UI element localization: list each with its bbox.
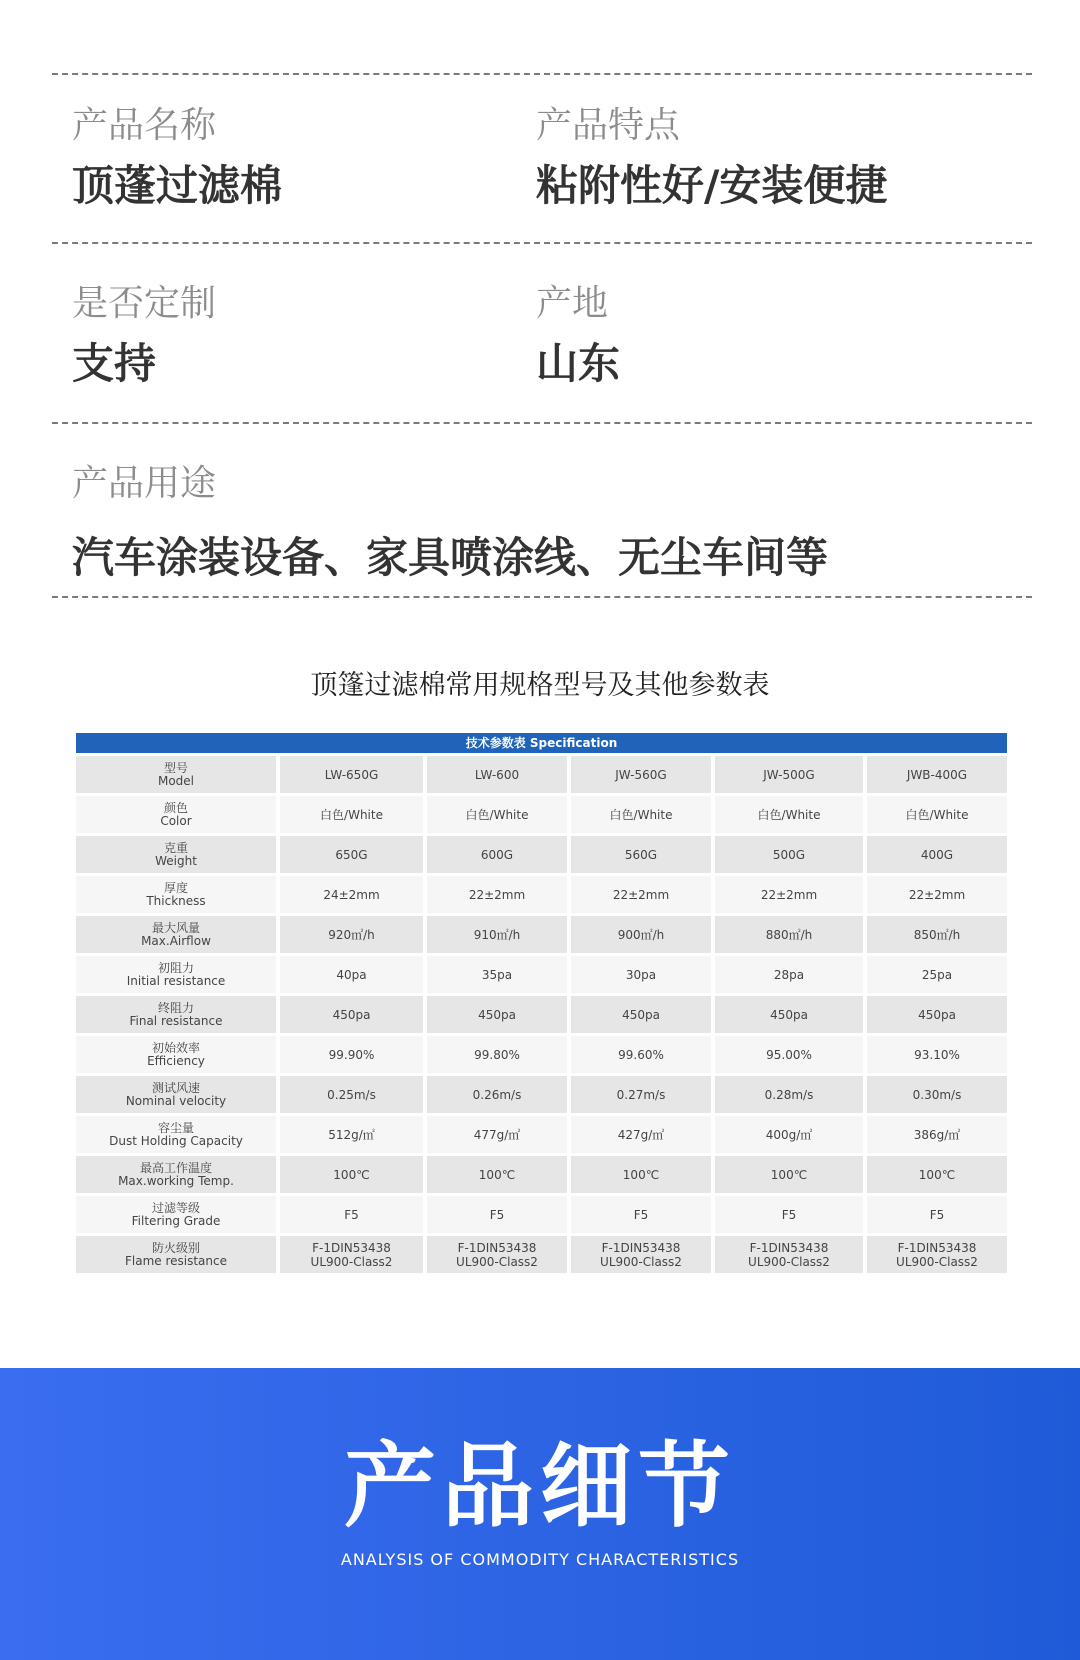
table-row	[76, 1156, 1007, 1193]
cell-line: UL900-Class2	[310, 1254, 393, 1269]
table-cell: 400g/㎡	[715, 1116, 863, 1153]
table-cell: 100℃	[427, 1156, 567, 1193]
table-cell: 30pa	[571, 956, 711, 993]
table-cell	[867, 1236, 1007, 1273]
row-header-zh: 最大风量	[151, 920, 200, 935]
table-row	[76, 916, 1007, 953]
table-row	[76, 836, 1007, 873]
row-header-en: Filtering Grade	[131, 1213, 221, 1228]
table-cell: 450pa	[571, 996, 711, 1033]
spec-table-header: 技术参数表 Specification	[76, 733, 1007, 753]
row-header-en: Max.working Temp.	[118, 1173, 234, 1188]
spec-table	[72, 730, 1011, 1276]
table-cell: 100℃	[280, 1156, 423, 1193]
table-cell: 0.25m/s	[280, 1076, 423, 1113]
cell-line: F-1DIN53438	[312, 1240, 391, 1255]
cell-line: F-1DIN53438	[601, 1240, 681, 1255]
field-label: 产品特点	[536, 105, 681, 146]
row-header	[76, 796, 276, 833]
row-header	[76, 1036, 276, 1073]
table-cell: 450pa	[867, 996, 1007, 1033]
cell-line: UL900-Class2	[600, 1254, 682, 1269]
cell-line: F-1DIN53438	[457, 1240, 537, 1255]
table-cell: 白色/White	[571, 796, 711, 833]
table-cell: 920㎡/h	[280, 916, 423, 953]
table-cell: 910㎡/h	[427, 916, 567, 953]
table-row	[76, 956, 1007, 993]
row-header-en: Efficiency	[147, 1053, 205, 1068]
table-cell: F5	[571, 1196, 711, 1233]
table-cell	[280, 1236, 423, 1273]
row-header-zh: 型号	[163, 760, 188, 775]
field-label: 是否定制	[72, 283, 217, 324]
row-header-zh: 初阻力	[157, 960, 194, 975]
row-header-zh: 厚度	[163, 880, 188, 895]
table-row	[76, 1196, 1007, 1233]
row-header-zh: 过滤等级	[151, 1200, 200, 1215]
field-origin	[536, 284, 620, 388]
table-cell: 0.26m/s	[427, 1076, 567, 1113]
cell-line: F-1DIN53438	[897, 1240, 977, 1255]
table-cell: 512g/㎡	[280, 1116, 423, 1153]
row-header-en: Max.Airflow	[141, 933, 211, 948]
table-cell: LW-600	[427, 756, 567, 793]
field-product-features	[536, 106, 887, 210]
field-label: 产地	[536, 283, 609, 324]
table-cell	[571, 1236, 711, 1273]
table-row	[76, 1036, 1007, 1073]
table-cell: 900㎡/h	[571, 916, 711, 953]
table-cell: F5	[867, 1196, 1007, 1233]
table-cell: F5	[427, 1196, 567, 1233]
table-cell: 白色/White	[867, 796, 1007, 833]
table-cell: 40pa	[280, 956, 423, 993]
row-header-zh: 克重	[163, 840, 188, 855]
table-cell: 600G	[427, 836, 567, 873]
table-title: 顶篷过滤棉常用规格型号及其他参数表	[310, 670, 770, 701]
table-cell: 450pa	[427, 996, 567, 1033]
row-header-en: Final resistance	[129, 1013, 223, 1028]
table-cell: 22±2mm	[715, 876, 863, 913]
table-cell: LW-650G	[280, 756, 423, 793]
row-header	[76, 1116, 276, 1153]
table-cell: 386g/㎡	[867, 1116, 1007, 1153]
row-header	[76, 876, 276, 913]
field-product-name	[72, 106, 282, 210]
field-value: 支持	[72, 339, 157, 388]
table-cell: 99.80%	[427, 1036, 567, 1073]
table-cell: 427g/㎡	[571, 1116, 711, 1153]
table-cell: 100℃	[715, 1156, 863, 1193]
field-label: 产品名称	[72, 105, 217, 146]
row-header-zh: 容尘量	[157, 1120, 194, 1135]
spec-table-body	[76, 756, 1007, 1273]
cell-line: UL900-Class2	[748, 1254, 830, 1269]
row-header	[76, 916, 276, 953]
row-header	[76, 836, 276, 873]
table-cell: 100℃	[867, 1156, 1007, 1193]
table-cell: 24±2mm	[280, 876, 423, 913]
row-header	[76, 1236, 276, 1273]
row-header-en: Model	[157, 773, 195, 788]
table-cell: 0.30m/s	[867, 1076, 1007, 1113]
divider-4	[52, 596, 1032, 598]
table-cell	[715, 1236, 863, 1273]
field-label: 产品用途	[72, 463, 217, 504]
row-header-en: Weight	[155, 853, 197, 868]
table-cell: 白色/White	[427, 796, 567, 833]
table-cell: 450pa	[715, 996, 863, 1033]
cell-line: F-1DIN53438	[749, 1240, 829, 1255]
table-cell: 450pa	[280, 996, 423, 1033]
table-cell: 白色/White	[280, 796, 423, 833]
table-cell: F5	[280, 1196, 423, 1233]
divider-3	[52, 422, 1032, 424]
divider-1	[52, 73, 1032, 75]
table-row	[76, 1116, 1007, 1153]
row-header-en: Dust Holding Capacity	[109, 1133, 243, 1148]
field-usage	[72, 464, 828, 582]
row-header-zh: 最高工作温度	[139, 1160, 212, 1175]
table-cell: JW-500G	[715, 756, 863, 793]
divider-2	[52, 242, 1032, 244]
table-cell: F5	[715, 1196, 863, 1233]
table-cell: 0.27m/s	[571, 1076, 711, 1113]
table-cell	[427, 1236, 567, 1273]
table-row	[76, 756, 1007, 793]
banner-subtitle: ANALYSIS OF COMMODITY CHARACTERISTICS	[340, 1550, 740, 1569]
table-cell: 100℃	[571, 1156, 711, 1193]
banner-title: 产品细节	[343, 1433, 736, 1540]
table-cell: 0.28m/s	[715, 1076, 863, 1113]
table-cell: 22±2mm	[867, 876, 1007, 913]
table-cell: JWB-400G	[867, 756, 1007, 793]
table-cell: 白色/White	[715, 796, 863, 833]
row-header	[76, 956, 276, 993]
field-customizable	[72, 284, 216, 388]
table-cell: 95.00%	[715, 1036, 863, 1073]
table-cell: 35pa	[427, 956, 567, 993]
table-cell: 650G	[280, 836, 423, 873]
row-header	[76, 996, 276, 1033]
row-header-en: Flame resistance	[124, 1253, 227, 1268]
row-header	[76, 756, 276, 793]
table-cell: 477g/㎡	[427, 1116, 567, 1153]
row-header-zh: 初始效率	[151, 1040, 200, 1055]
row-header-en: Initial resistance	[126, 973, 226, 988]
field-value: 顶蓬过滤棉	[72, 161, 283, 210]
row-header-zh: 防火级别	[151, 1240, 200, 1255]
table-cell: 99.90%	[280, 1036, 423, 1073]
table-cell: 25pa	[867, 956, 1007, 993]
row-header-en: Thickness	[146, 893, 206, 908]
row-header-zh: 测试风速	[151, 1080, 200, 1095]
cell-line: UL900-Class2	[896, 1254, 978, 1269]
row-header-en: Nominal velocity	[125, 1093, 227, 1108]
field-value: 粘附性好/安装便捷	[536, 161, 888, 210]
table-cell: 93.10%	[867, 1036, 1007, 1073]
row-header	[76, 1156, 276, 1193]
row-header-en: Color	[160, 813, 192, 828]
table-row	[76, 1076, 1007, 1113]
table-row	[76, 1236, 1007, 1273]
table-row	[76, 876, 1007, 913]
table-cell: 400G	[867, 836, 1007, 873]
table-cell: 500G	[715, 836, 863, 873]
table-row	[76, 996, 1007, 1033]
table-cell: 28pa	[715, 956, 863, 993]
row-header	[76, 1196, 276, 1233]
table-cell: 850㎡/h	[867, 916, 1007, 953]
row-header	[76, 1076, 276, 1113]
table-row	[76, 796, 1007, 833]
row-header-zh: 颜色	[163, 800, 188, 815]
table-cell: 560G	[571, 836, 711, 873]
table-cell: JW-560G	[571, 756, 711, 793]
table-cell: 880㎡/h	[715, 916, 863, 953]
table-cell: 22±2mm	[427, 876, 567, 913]
table-cell: 22±2mm	[571, 876, 711, 913]
field-value: 汽车涂装设备、家具喷涂线、无尘车间等	[72, 533, 829, 582]
field-value: 山东	[536, 339, 621, 388]
table-cell: 99.60%	[571, 1036, 711, 1073]
cell-line: UL900-Class2	[456, 1254, 538, 1269]
row-header-zh: 终阻力	[157, 1000, 194, 1015]
